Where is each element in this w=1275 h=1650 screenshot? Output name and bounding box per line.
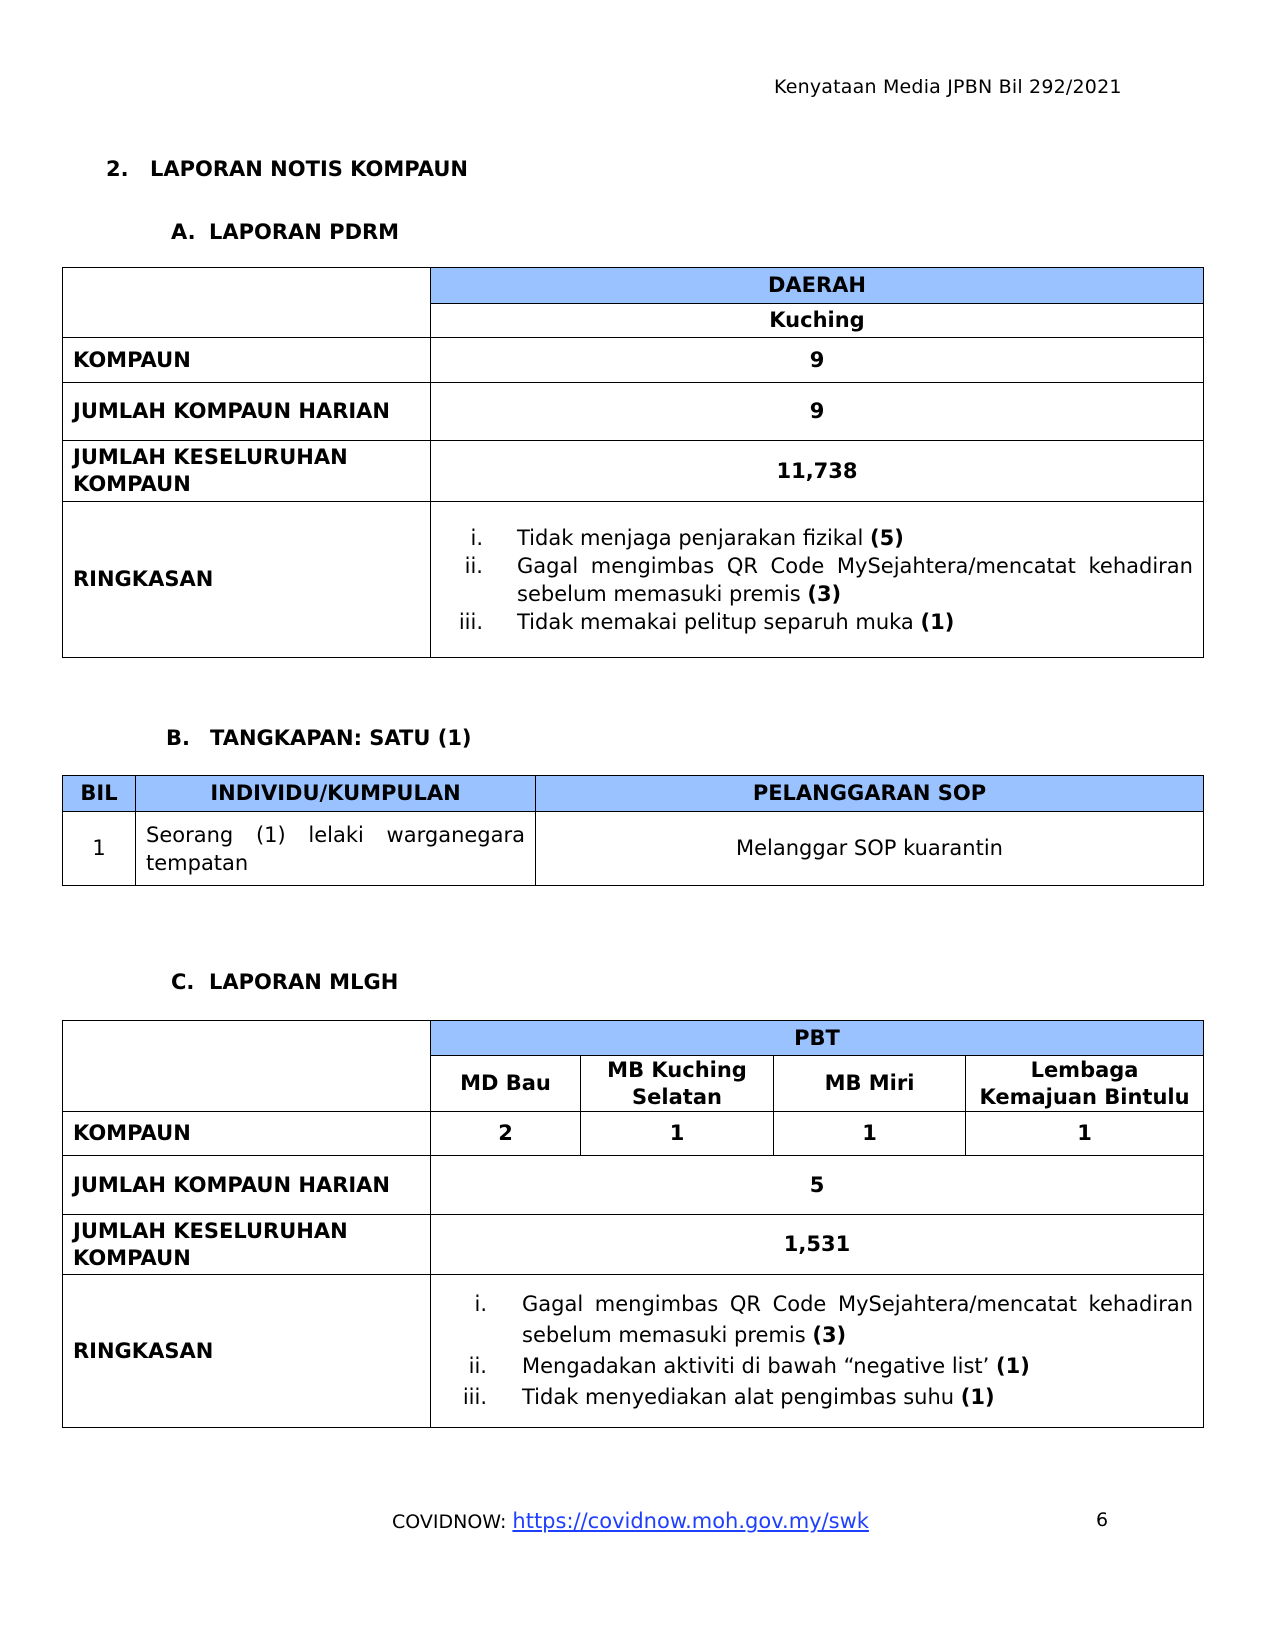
covidnow-link[interactable]: https://covidnow.moh.gov.my/swk xyxy=(512,1509,869,1533)
page-number: 6 xyxy=(1096,1509,1109,1531)
mlgh-ringkasan-list xyxy=(431,1289,1203,1413)
label-line: KOMPAUN xyxy=(73,1245,191,1270)
column-line: MB Miri xyxy=(824,1071,915,1095)
list-text: Gagal mengimbas QR Code MySejahtera/mencatat kehadiran sebelum memasuki premis xyxy=(522,1292,1194,1347)
mlgh-column-header xyxy=(431,1056,581,1112)
tangkapan-table xyxy=(62,775,1204,886)
pdrm-table xyxy=(62,267,1204,658)
pdrm-row-label-ringkasan: RINGKASAN xyxy=(63,502,431,658)
list-item xyxy=(431,608,1203,636)
list-numeral: ii. xyxy=(464,553,483,578)
column-line: MB Kuching xyxy=(607,1057,747,1082)
list-item xyxy=(431,1382,1203,1413)
subsection-b-heading xyxy=(166,726,472,750)
mlgh-kompaun-value: 1 xyxy=(581,1112,774,1156)
list-numeral: ii. xyxy=(468,1354,487,1378)
subsection-c-heading xyxy=(171,970,398,994)
mlgh-keseluruhan-value: 1,531 xyxy=(431,1215,1204,1275)
mlgh-row-label-ringkasan: RINGKASAN xyxy=(63,1275,431,1428)
mlgh-row-label-kompaun: KOMPAUN xyxy=(63,1112,431,1156)
list-count: (1) xyxy=(996,1354,1030,1378)
list-item xyxy=(431,524,1203,552)
pdrm-row-label-keseluruhan xyxy=(63,441,431,502)
list-text: Tidak memakai pelitup separuh muka xyxy=(517,609,921,634)
mlgh-table xyxy=(62,1020,1204,1428)
list-item xyxy=(431,552,1203,608)
pdrm-row-label-kompaun: KOMPAUN xyxy=(63,338,431,383)
individu-cell: Seorang (1) lelaki warganegara tempatan xyxy=(136,812,536,886)
header-bil: BIL xyxy=(63,776,136,812)
label-line: JUMLAH KESELURUHAN xyxy=(73,445,348,469)
pdrm-column-kuching: Kuching xyxy=(431,304,1204,338)
pelanggaran-cell: Melanggar SOP kuarantin xyxy=(536,812,1204,886)
subsection-letter: B. xyxy=(166,726,190,750)
header-individu: INDIVIDU/KUMPULAN xyxy=(136,776,536,812)
footer-label: COVIDNOW: xyxy=(392,1511,513,1533)
column-line: Lembaga xyxy=(1030,1057,1139,1082)
list-numeral: i. xyxy=(470,525,483,550)
list-numeral: iii. xyxy=(458,609,483,634)
list-item xyxy=(431,1351,1203,1382)
section-title: LAPORAN NOTIS KOMPAUN xyxy=(150,157,468,181)
document-reference: Kenyataan Media JPBN Bil 292/2021 xyxy=(774,76,1122,98)
list-count: (5) xyxy=(869,525,904,550)
list-count: (1) xyxy=(960,1385,995,1409)
section-heading xyxy=(106,157,468,181)
mlgh-corner-cell xyxy=(63,1021,431,1112)
list-numeral: i. xyxy=(474,1292,487,1316)
pdrm-corner-cell xyxy=(63,268,431,338)
mlgh-kompaun-value: 1 xyxy=(966,1112,1204,1156)
label-line: KOMPAUN xyxy=(73,472,191,496)
mlgh-kompaun-value: 1 xyxy=(774,1112,966,1156)
footer xyxy=(392,1509,869,1533)
subsection-letter: A. xyxy=(171,220,196,244)
mlgh-ringkasan-cell xyxy=(431,1275,1204,1428)
subsection-a-heading xyxy=(171,220,399,244)
pdrm-harian-value: 9 xyxy=(431,383,1204,441)
mlgh-column-header xyxy=(966,1056,1204,1112)
mlgh-row-label-keseluruhan xyxy=(63,1215,431,1275)
mlgh-group-header: PBT xyxy=(431,1021,1204,1056)
column-line: Selatan xyxy=(632,1084,722,1109)
header-pelanggaran: PELANGGARAN SOP xyxy=(536,776,1204,812)
list-text: Tidak menyediakan alat pengimbas suhu xyxy=(522,1385,961,1409)
subsection-title: LAPORAN MLGH xyxy=(209,970,399,994)
pdrm-keseluruhan-value: 11,738 xyxy=(431,441,1204,502)
pdrm-ringkasan-list xyxy=(431,524,1203,636)
section-number: 2. xyxy=(106,157,129,181)
mlgh-column-header xyxy=(581,1056,774,1112)
list-count: (3) xyxy=(807,581,842,606)
column-line: MD Bau xyxy=(460,1071,551,1095)
list-text: Tidak menjaga penjarakan fizikal xyxy=(517,525,870,550)
mlgh-harian-value: 5 xyxy=(431,1156,1204,1215)
list-count: (1) xyxy=(920,609,955,634)
table-row xyxy=(63,812,1204,886)
mlgh-column-header xyxy=(774,1056,966,1112)
mlgh-row-label-harian: JUMLAH KOMPAUN HARIAN xyxy=(63,1156,431,1215)
list-count: (3) xyxy=(812,1323,847,1347)
pdrm-row-label-harian: JUMLAH KOMPAUN HARIAN xyxy=(63,383,431,441)
list-numeral: iii. xyxy=(462,1385,487,1409)
list-item xyxy=(431,1289,1203,1351)
list-text: Gagal mengimbas QR Code MySejahtera/mencatat kehadiran sebelum memasuki premis xyxy=(517,553,1193,606)
label-line: JUMLAH KESELURUHAN xyxy=(73,1218,348,1243)
pdrm-ringkasan-cell xyxy=(431,502,1204,658)
mlgh-kompaun-value: 2 xyxy=(431,1112,581,1156)
list-text: Mengadakan aktiviti di bawah “negative list’ xyxy=(522,1354,997,1378)
bil-cell: 1 xyxy=(63,812,136,886)
subsection-letter: C. xyxy=(171,970,195,994)
subsection-title: TANGKAPAN: SATU (1) xyxy=(210,726,472,750)
pdrm-group-header: DAERAH xyxy=(431,268,1204,304)
column-line: Kemajuan Bintulu xyxy=(979,1084,1190,1109)
pdrm-kompaun-value: 9 xyxy=(431,338,1204,383)
subsection-title: LAPORAN PDRM xyxy=(209,220,400,244)
